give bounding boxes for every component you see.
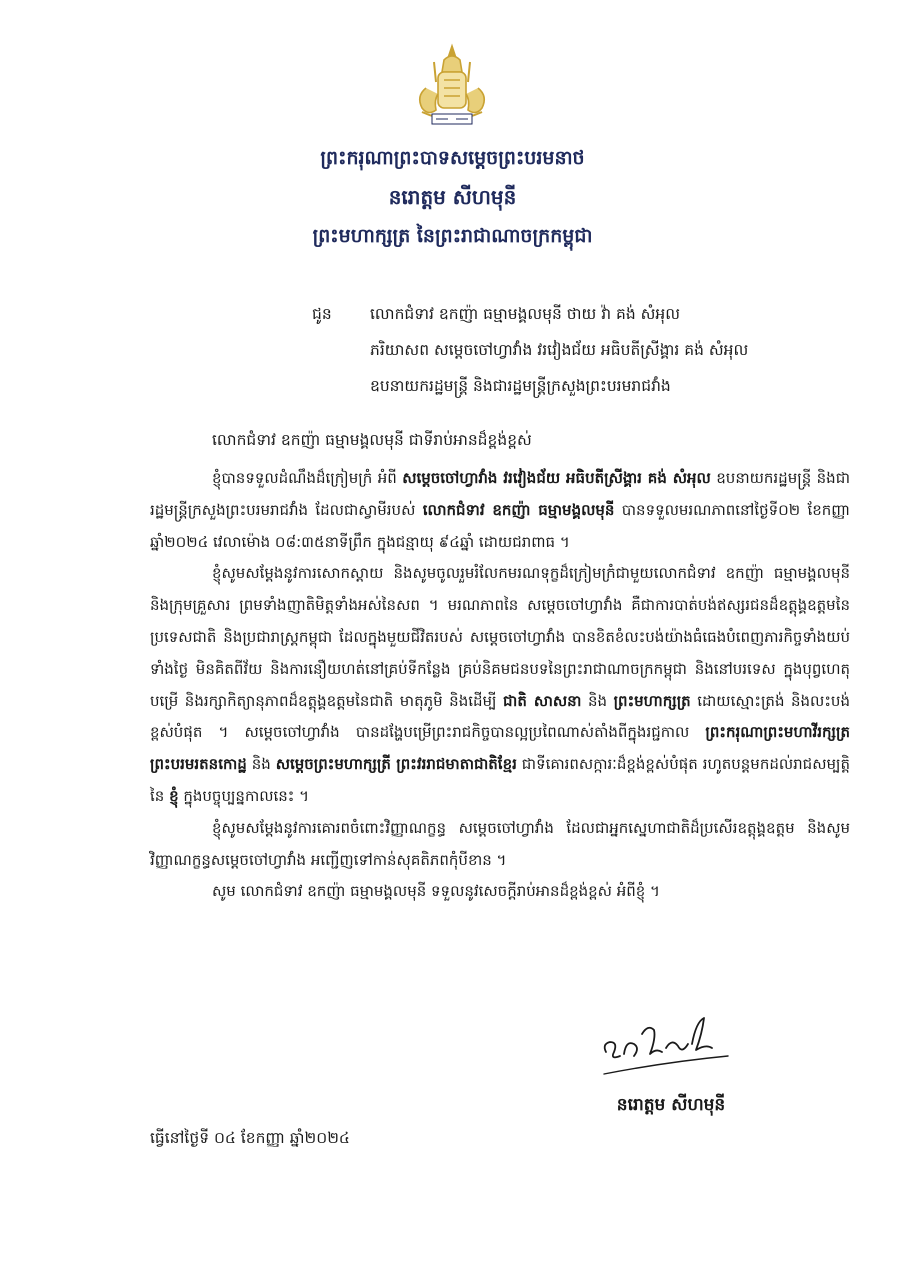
bold-text: ព្រះករុណាព្រះមហាវីរក្សត្រ ព្រះបរមរតនកោដ្ឋ [150,723,850,774]
handwritten-signature-icon [596,1004,736,1080]
paragraph-text: និង [246,755,276,774]
paragraph-text: ខ្ញុំបានទទួលដំណឹងដ៏ក្រៀមក្រំ អំពី [212,469,403,487]
bold-text: ខ្ញុំ [169,786,179,805]
letterhead-name: នរោត្តម សីហមុនី [388,185,517,209]
bold-text: ព្រះមហាក្សត្រ [613,691,691,710]
paragraph-4: សូម លោកជំទាវ ឧកញ៉ា ធម្មាមង្គលមុនី ទទួលនូវសេចក្តីរាប់អានដ៏ខ្ពង់ខ្ពស់ អំពីខ្ញុំ ។ [212,882,660,901]
paragraph-text: និង [581,691,614,710]
letterhead-title: ព្រះករុណាព្រះបាទសម្តេចព្រះបរមនាថ [320,147,585,169]
paragraph-text: ដោយស្មោះត្រង់ និងលះបង់ខ្ពស់បំផុត ។ សម្តេចចៅហ្វាវាំង បានដង្ហែបម្រើព្រះរាជកិច្ចបានល្អប្រពៃណាស់តាំងពីក្នុងរជ្ជកាល [150,691,850,742]
salutation: លោកជំទាវ ឧកញ៉ា ធម្មាមង្គលមុនី ជាទីរាប់អានដ៏ខ្ពង់ខ្ពស់ [212,431,532,449]
bold-text: សម្តេចព្រះមហាក្សត្រី ព្រះវររាជមាតាជាតិខ្មែរ [275,755,517,774]
royal-arms-emblem-icon [404,42,500,134]
signatory-name: នរោត្តម សីហមុនី [616,1095,726,1115]
recipient-line-1: លោកជំទាវ ឧកញ៉ា ធម្មាមង្គលមុនី ថាយ វ៉ា គង់ សំអុល [370,305,680,323]
recipient-label: ជូន [312,305,332,323]
paragraph-text: បានទទួលមរណភាពនៅថ្ងៃទី០២ ខែកញ្ញា ឆ្នាំ២០២៤ វេលាម៉ោង ០៨:៣៥នាទីព្រឹក ក្នុងជន្មាយុ ៩៤ឆ្នាំ ដោយជរាពាធ ។ [150,500,851,551]
paragraph-text: ឧបនាយករដ្ឋមន្ត្រី និងជារដ្ឋមន្ត្រីក្រសួងព្រះបរមរាជវាំង ដែលជាស្វាមីរបស់ [150,469,850,519]
paragraph-text: ជាទីគោរពសក្ការៈដ៏ខ្ពង់ខ្ពស់បំផុត រហូតបន្តមកដល់រាជសម្បត្តិនៃ [150,755,850,805]
recipient-line-3: ឧបនាយករដ្ឋមន្ត្រី និងជារដ្ឋមន្ត្រីក្រសួងព្រះបរមរាជវាំង [370,377,671,395]
paragraph-3: ខ្ញុំសូមសម្តែងនូវការគោរពចំពោះវិញ្ញាណក្ខន្ធ សម្តេចចៅហ្វាវាំង ដែលជាអ្នកស្នេហាជាតិដ៏ប្រសើរឧត្តុង្គឧត្តម និងសូមវិញ្ញាណក្ខន្ធសម្តេចចៅហ្វាវាំង អញ្ជើញទៅកាន់សុគតិភពកុំបីខាន ។ [150,818,850,869]
letterhead-subtitle: ព្រះមហាក្សត្រ នៃព្រះរាជាណាចក្រកម្ពុជា [312,225,593,247]
paragraph-text: ក្នុងបច្ចុប្បន្នកាលនេះ ។ [178,786,310,805]
paragraph-2 [150,558,850,812]
paragraph-1 [150,463,850,558]
bold-text: លោកជំទាវ ឧកញ៉ា ធម្មាមង្គលមុនី [422,500,615,519]
paragraph-text: ខ្ញុំសូមសម្តែងនូវការសោកស្តាយ និងសូមចូលរួមរំលែកមរណទុក្ខដ៏ក្រៀមក្រំជាមួយលោកជំទាវ ឧកញ៉ា ធម្មាមង្គលមុនី និងក្រុមគ្រួសារ ព្រមទាំងញាតិមិត្តទាំងអស់នៃសព ។ មរណភាពនៃ សម្តេចចៅហ្វាវាំង គឺជាការបាត់បង់ឥស្សរជនដ៏ឧត្តុង្គឧត្តមនៃប្រទេសជាតិ និងប្រជារាស្ត្រកម្ពុជា ដែលក្នុងមួយជីវិតរបស់ សម្តេចចៅហ្វាវាំង បានខិតខំលះបង់យ៉ាងធំធេងបំពេញភារកិច្ចទាំងយប់ទាំងថ្ងៃ មិនគិតពីវ័យ និងការនឿយហត់នៅគ្រប់ទីកន្លែង គ្រប់និគមជនបទនៃព្រះរាជាណាចក្រកម្ពុជា និងនៅបរទេស ក្នុងបុព្វហេតុបម្រើ និងរក្សាកិត្យានុភាពដ៏ឧត្តុង្គឧត្តមនៃជាតិ មាតុភូមិ និងដើម្បី [150,564,850,710]
recipient-line-2: ភរិយាសព សម្តេចចៅហ្វាវាំង វរវៀងជ័យ អធិបតីស្រីង្គារ គង់ សំអុល [370,341,749,359]
bold-text: សម្តេចចៅហ្វាវាំង វរវៀងជ័យ អធិបតីស្រីង្គារ គង់ សំអុល [402,469,711,487]
letter-body [150,463,850,908]
date-line: ធ្វើនៅថ្ងៃទី ០៤ ខែកញ្ញា ឆ្នាំ២០២៤ [150,1129,350,1147]
bold-text: ជាតិ សាសនា [503,691,582,710]
